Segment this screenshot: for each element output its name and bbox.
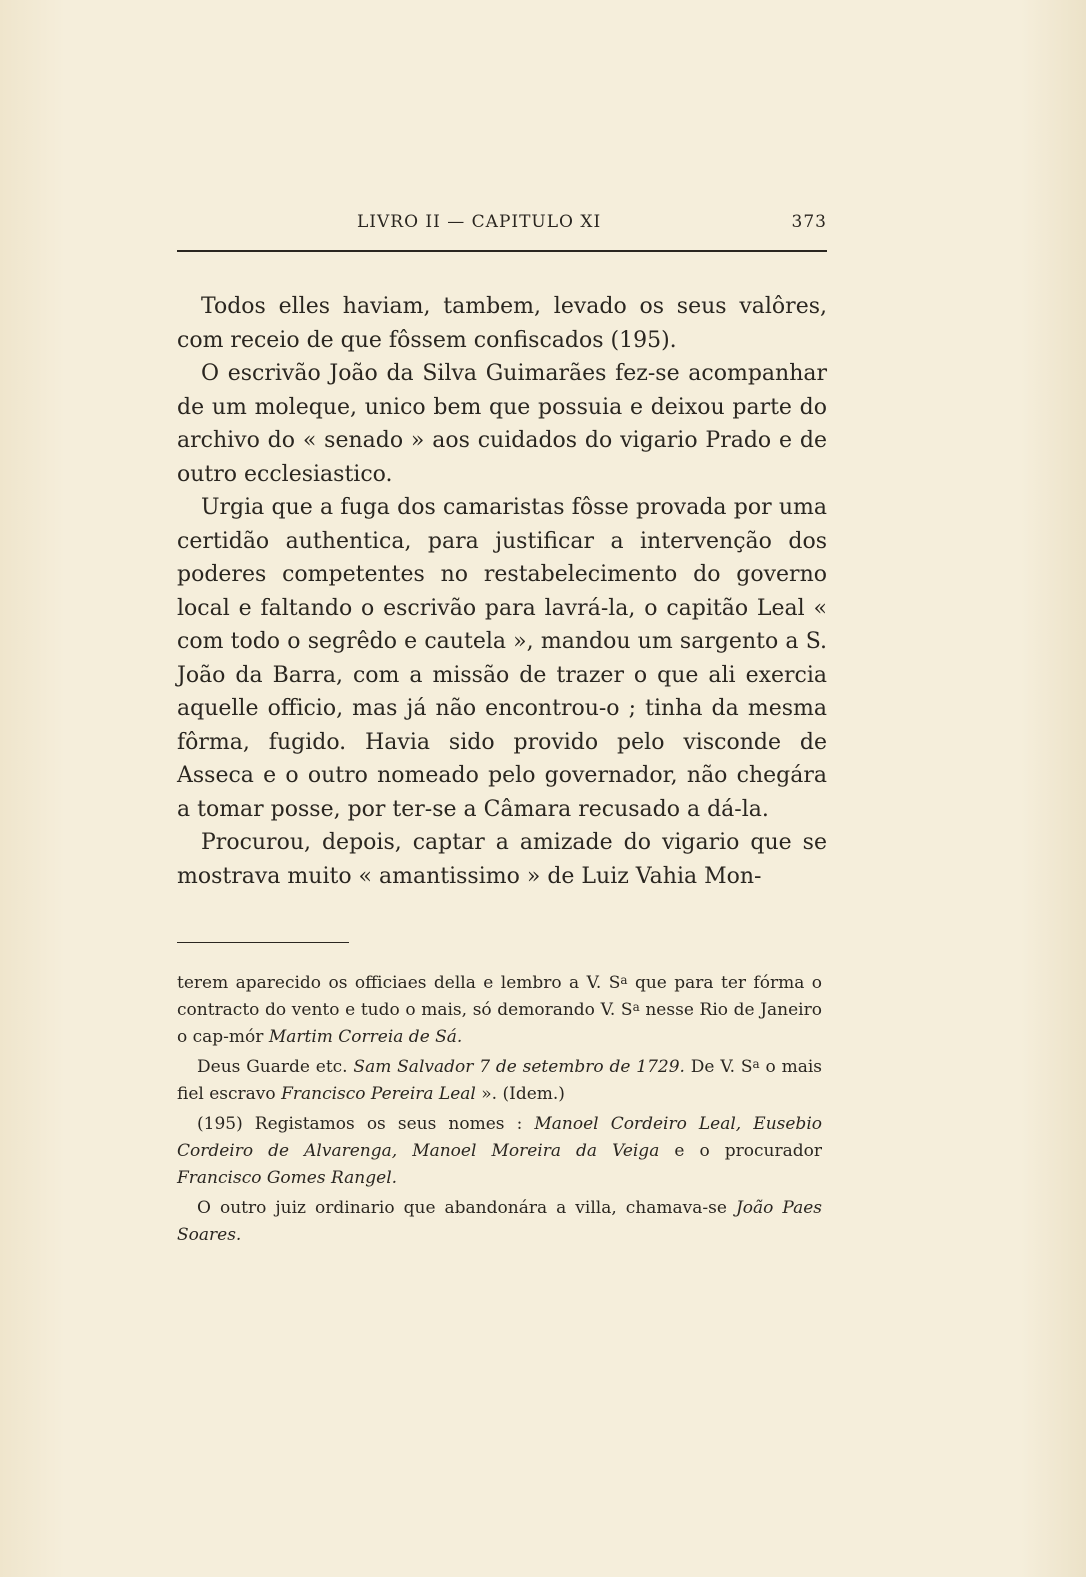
footnote-text: ». (Idem.) — [475, 1084, 565, 1104]
footnote-text: o mais fiel escravo — [177, 1057, 822, 1104]
paragraph-2: O escrivão João da Silva Guimarães fez-se acompanhar de um moleque, unico bem que possuia e deixou parte do archivo do « senado » aos cuidados do vigario Prado e de outro ecclesiastico. — [177, 361, 827, 487]
footnote-text: O outro juiz ordinario que abandonára a villa, chamava-se — [197, 1198, 736, 1218]
footnotes — [177, 970, 822, 1252]
superscript: a — [620, 973, 628, 987]
footnote-text: que para ter fórma o contracto do vento e tudo o mais, só demorando V. S — [177, 973, 822, 1020]
page-number: 373 — [791, 212, 827, 232]
paragraph-1: Todos elles haviam, tambem, levado os seus valôres, com receio de que fôssem confiscados (195). — [177, 294, 827, 353]
footnote-text: nesse Rio de Janeiro o cap-mór — [177, 1000, 822, 1047]
footnote-closing — [177, 1054, 822, 1108]
page-header — [177, 212, 827, 240]
footnote-continuation — [177, 970, 822, 1051]
header-rule — [177, 250, 827, 252]
superscript: a — [632, 1000, 640, 1014]
superscript: a — [752, 1057, 760, 1071]
footnote-text: De V. S — [684, 1057, 753, 1077]
footnote-rule — [177, 942, 349, 943]
footnote-italic: Francisco Gomes Rangel. — [177, 1168, 398, 1188]
footnote-195-cont — [177, 1195, 822, 1249]
running-title: LIVRO II — CAPITULO XI — [357, 212, 602, 232]
footnote-195 — [177, 1111, 822, 1192]
footnote-text: (195) Registamos os seus nomes : — [197, 1114, 535, 1134]
footnote-italic: Martim Correia de Sá. — [268, 1027, 463, 1047]
body-text — [177, 290, 827, 893]
footnote-text: e o procurador — [659, 1141, 822, 1161]
paragraph-4: Procurou, depois, captar a amizade do vigario que se mostrava muito « amantissimo » de Luiz Vahia Mon- — [177, 830, 827, 889]
paragraph-3: Urgia que a fuga dos camaristas fôsse provada por uma certidão authentica, para justificar a intervenção dos poderes competentes no restabelecimento do governo local e faltando o escrivão para lavrá-la, o capitão Leal « com todo o segrêdo e cautela », mandou um sargento a S. João da Barra, com a missão de trazer o que ali exercia aquelle officio, mas já não encontrou-o ; tinha da mesma fôrma, fugido. Havia sido provido pelo visconde de Asseca e o outro nomeado pelo governador, não chegára a tomar posse, por ter-se a Câmara recusado a dá-la. — [177, 495, 827, 822]
footnote-italic: Manoel Cordeiro Leal, Eusebio Cordeiro de Alvarenga, Manoel Moreira da Veiga — [177, 1114, 822, 1161]
footnote-italic: João Paes Soares. — [177, 1198, 822, 1245]
footnote-text: terem aparecido os officiaes della e lembro a V. S — [177, 973, 621, 993]
footnote-text: Deus Guarde etc. — [197, 1057, 354, 1077]
footnote-italic: Sam Salvador 7 de setembro de 1729. — [353, 1057, 685, 1077]
footnote-italic: Francisco Pereira Leal — [281, 1084, 476, 1104]
